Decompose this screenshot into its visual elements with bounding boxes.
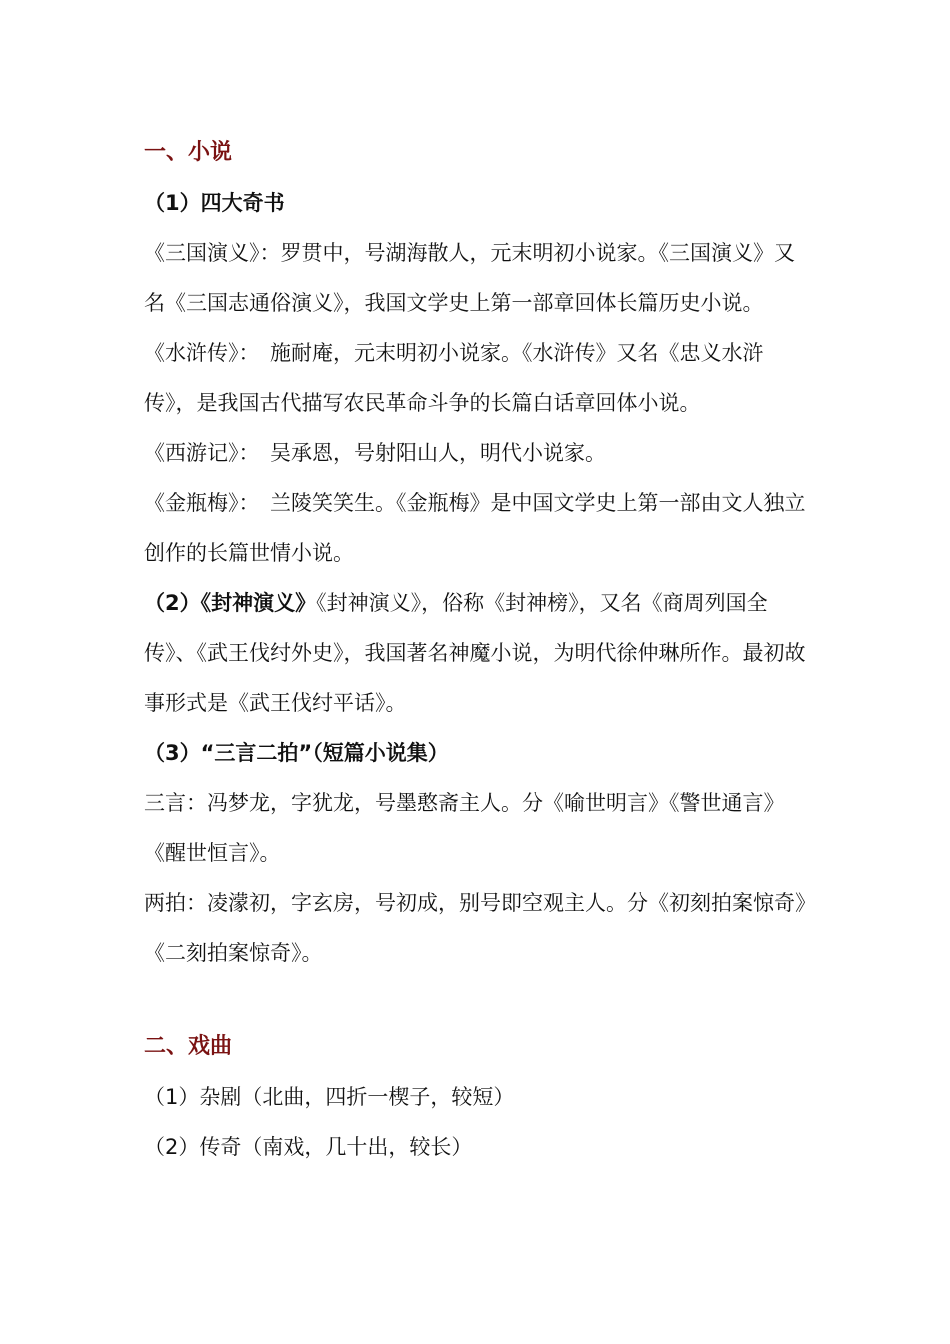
paragraph-fengshen	[144, 578, 812, 728]
paragraph-sanyan: 三言：冯梦龙，字犹龙，号墨憨斋主人。分《喻世明言》《警世通言》《醒世恒言》。	[144, 791, 785, 865]
subheading-fengshen: （2）《封神演义》	[144, 591, 317, 615]
paragraph-jinping: 《金瓶梅》： 兰陵笑笑生。《金瓶梅》是中国文学史上第一部由文人独立创作的长篇世情小说。	[144, 491, 806, 565]
list-item-zaju: （1）杂剧（北曲，四折一楔子，较短）	[144, 1085, 515, 1109]
section-spacer	[144, 978, 812, 1022]
subheading-four-classics: （1）四大奇书	[144, 191, 285, 215]
paragraph-sanguo: 《三国演义》：罗贯中，号湖海散人，元末明初小说家。《三国演义》又名《三国志通俗演义》，我国文学史上第一部章回体长篇历史小说。	[144, 241, 795, 315]
section-heading-drama: 二、戏曲	[144, 1034, 233, 1059]
paragraph-xiyou: 《西游记》： 吴承恩，号射阳山人，明代小说家。	[144, 441, 606, 465]
paragraph-shuihu: 《水浒传》： 施耐庵，元末明初小说家。《水浒传》又名《忠义水浒传》，是我国古代描写农民革命斗争的长篇白话章回体小说。	[144, 341, 764, 415]
subheading-sanyan-erpai: （3）“三言二拍”（短篇小说集）	[144, 741, 449, 765]
list-item-chuanqi: （2）传奇（南戏，几十出，较长）	[144, 1135, 473, 1159]
document-content	[144, 128, 812, 1172]
section-heading-novels: 一、小说	[144, 140, 233, 165]
paragraph-liangpai: 两拍：凌濛初，字玄房，号初成，别号即空观主人。分《初刻拍案惊奇》《二刻拍案惊奇》。	[144, 891, 806, 965]
paragraph-fengshen-text: 《封神演义》，俗称《封神榜》，又名《商周列国全传》、《武王伐纣外史》，我国著名神魔小说，为明代徐仲琳所作。最初故事形式是《武王伐纣平话》。	[144, 591, 806, 715]
